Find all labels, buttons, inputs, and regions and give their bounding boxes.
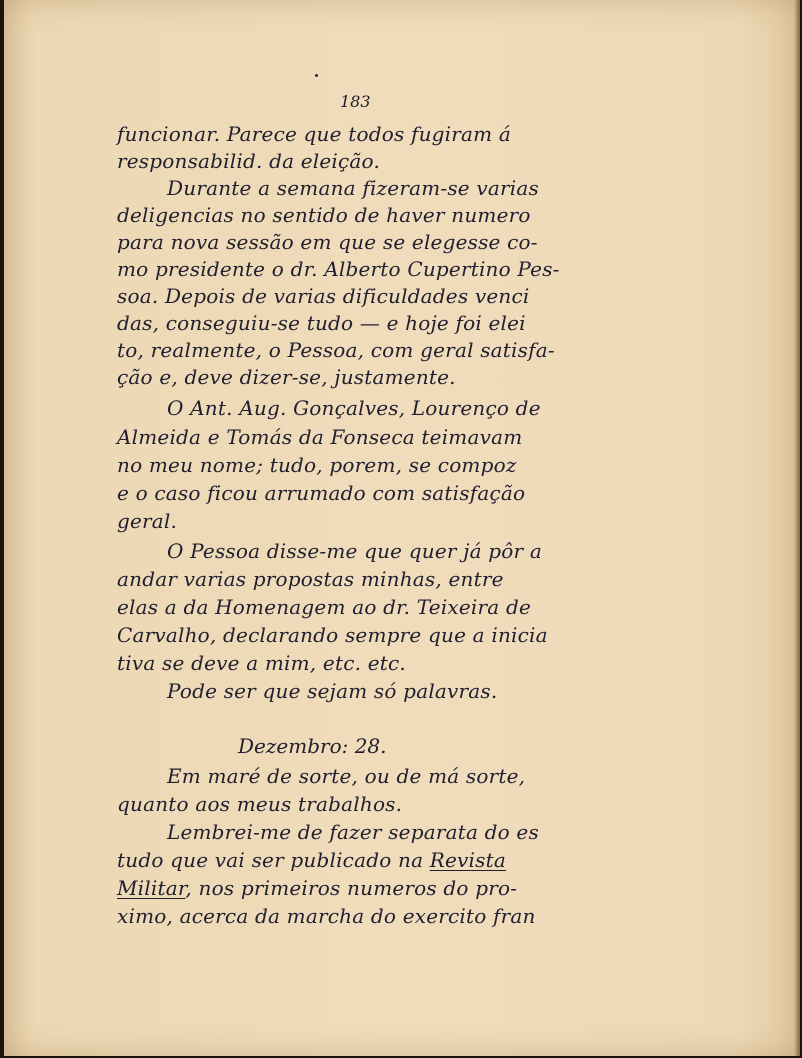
text-line: Durante a semana fizeram-se varias: [167, 176, 539, 200]
text-line: e o caso ficou arrumado com satisfação: [117, 481, 526, 505]
text-line: ção e, deve dizer-se, justamente.: [117, 365, 456, 389]
text-line: das, conseguiu-se tudo — e hoje foi elei: [117, 311, 526, 335]
text-line: Em maré de sorte, ou de má sorte,: [167, 764, 526, 788]
text-line: mo presidente o dr. Alberto Cupertino Pes-: [117, 257, 560, 281]
text-line: responsabilid. da eleição.: [117, 149, 381, 173]
text-line: Lembrei-me de fazer separata do es: [167, 820, 539, 844]
text-fragment: tudo que vai ser publicado na: [117, 848, 424, 872]
text-line: funcionar. Parece que todos fugiram á: [117, 122, 511, 146]
text-line: no meu nome; tudo, porem, se compoz: [117, 453, 517, 477]
text-line: andar varias propostas minhas, entre: [117, 567, 504, 591]
text-line: soa. Depois de varias dificuldades venci: [117, 284, 530, 308]
text-line: [117, 878, 517, 898]
text-line: [117, 850, 506, 870]
text-line: to, realmente, o Pessoa, com geral satisfa-: [117, 338, 555, 362]
text-fragment: , nos primeiros numeros do pro-: [185, 876, 518, 900]
underlined-title: Revista: [429, 848, 506, 872]
text-line: elas a da Homenagem ao dr. Teixeira de: [117, 595, 532, 619]
date-heading: Dezembro: 28.: [238, 734, 387, 758]
text-line: para nova sessão em que se elegesse co-: [117, 230, 538, 254]
ink-dot: [315, 74, 318, 77]
text-line: deligencias no sentido de haver numero: [117, 203, 531, 227]
text-line: geral.: [117, 509, 178, 533]
text-line: O Pessoa disse-me que quer já pôr a: [167, 539, 542, 563]
text-line: ximo, acerca da marcha do exercito fran: [117, 904, 536, 928]
text-line: Almeida e Tomás da Fonseca teimavam: [117, 425, 523, 449]
text-line: Pode ser que sejam só palavras.: [167, 679, 498, 703]
manuscript-page: [4, 0, 800, 1056]
page-number: 183: [340, 92, 371, 111]
text-line: quanto aos meus trabalhos.: [117, 792, 403, 816]
underlined-title: Militar: [117, 876, 186, 900]
text-line: O Ant. Aug. Gonçalves, Lourenço de: [167, 396, 541, 420]
text-line: Carvalho, declarando sempre que a inicia: [117, 623, 548, 647]
text-line: tiva se deve a mim, etc. etc.: [117, 651, 406, 675]
